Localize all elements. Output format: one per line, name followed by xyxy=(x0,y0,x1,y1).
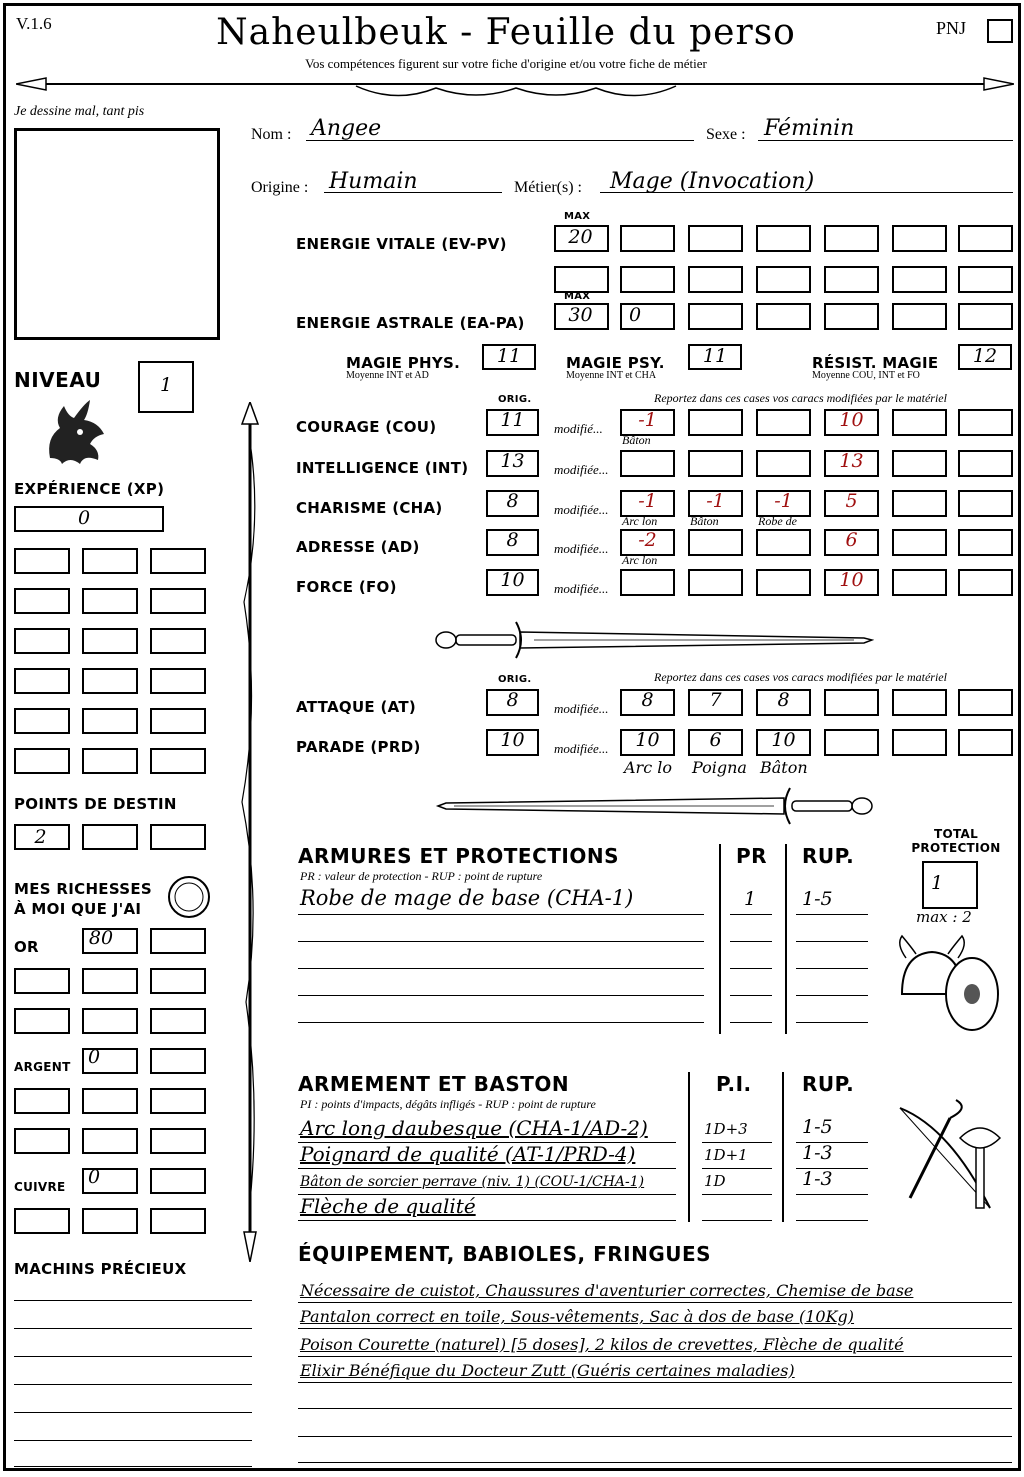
equip-line[interactable] xyxy=(298,1382,1012,1383)
combat-mod-value: 10 xyxy=(771,729,796,751)
modifie-label: modifié... xyxy=(554,421,603,436)
or-label: OR xyxy=(14,938,39,956)
equip-line[interactable] xyxy=(298,1328,1012,1329)
richesses-label-2: À MOI QUE J'AI xyxy=(14,900,142,918)
money-box[interactable] xyxy=(14,968,70,994)
xp-box[interactable] xyxy=(14,708,70,734)
stat-mod-box[interactable] xyxy=(892,409,947,436)
stat-mod-value: -1 xyxy=(706,490,725,512)
stat-label: FORCE (FO) xyxy=(296,578,397,596)
arme-name[interactable]: Bâton de sorcier perrave (niv. 1) (COU-1/CHA-1) xyxy=(300,1174,645,1190)
arme-rup[interactable]: 1-5 xyxy=(802,1116,833,1138)
money-box[interactable] xyxy=(82,968,138,994)
total-protection-label: TOTAL PROTECTION xyxy=(911,827,1001,855)
money-box[interactable] xyxy=(150,1088,206,1114)
money-box[interactable] xyxy=(14,1008,70,1034)
armures-title: ARMURES ET PROTECTIONS xyxy=(298,844,619,868)
money-box[interactable] xyxy=(150,1208,206,1234)
coin-icon xyxy=(166,874,212,920)
or-value[interactable]: 80 xyxy=(88,927,114,949)
stat-mod-box[interactable] xyxy=(958,529,1013,556)
destin-label: POINTS DE DESTIN xyxy=(14,795,177,813)
destin-box[interactable] xyxy=(82,824,138,850)
armure-rup[interactable]: 1-5 xyxy=(802,888,833,910)
magie-psy-note: Moyenne INT et CHA xyxy=(566,370,657,381)
modifie-label: modifiée... xyxy=(554,741,609,756)
cuivre-value[interactable]: 0 xyxy=(87,1166,101,1188)
arme-rup-line[interactable] xyxy=(796,1194,868,1195)
arme-pi-line[interactable] xyxy=(702,1220,772,1221)
machins-line[interactable] xyxy=(14,1466,252,1467)
money-box[interactable] xyxy=(82,1168,138,1194)
stat-mod-value: 6 xyxy=(845,529,858,551)
armure-rup-line[interactable] xyxy=(796,941,868,942)
stat-orig-value: 8 xyxy=(506,529,519,551)
ea-box[interactable] xyxy=(688,303,743,330)
money-box[interactable] xyxy=(150,1128,206,1154)
stat-orig-value: 10 xyxy=(500,569,525,591)
armure-pr-line[interactable] xyxy=(730,995,772,996)
machins-line[interactable] xyxy=(14,1356,252,1357)
arme-rup-line[interactable] xyxy=(796,1220,868,1221)
arme-name[interactable]: Arc long daubesque (CHA-1/AD-2) xyxy=(300,1116,648,1140)
armure-pr-line[interactable] xyxy=(730,968,772,969)
stat-mod-box[interactable] xyxy=(892,569,947,596)
xp-box[interactable] xyxy=(150,668,206,694)
arme-line[interactable] xyxy=(298,1220,676,1221)
ea-box[interactable] xyxy=(892,303,947,330)
money-box[interactable] xyxy=(82,928,138,954)
stat-label: CHARISME (CHA) xyxy=(296,499,443,517)
xp-box[interactable] xyxy=(14,748,70,774)
arme-pi-line[interactable] xyxy=(702,1194,772,1195)
report-note: Reportez dans ces cases vos caracs modifiées par le matériel xyxy=(654,391,947,405)
ev-box[interactable] xyxy=(958,266,1013,293)
armure-rup-line[interactable] xyxy=(796,995,868,996)
sexe-label: Sexe : xyxy=(706,126,746,143)
magie-phys-value: 11 xyxy=(496,345,522,367)
modifie-label: modifiée... xyxy=(554,701,609,716)
stat-label: ADRESSE (AD) xyxy=(296,538,420,556)
stat-mod-box[interactable] xyxy=(688,450,743,477)
modifie-label: modifiée... xyxy=(554,462,609,477)
ea-box[interactable] xyxy=(824,303,879,330)
armures-pr-label: PR xyxy=(736,844,768,868)
cuivre-label: CUIVRE xyxy=(14,1180,66,1194)
stat-mod-note: Arc lon xyxy=(622,514,658,528)
niveau-label: NIVEAU xyxy=(14,368,102,392)
armement-divider-1 xyxy=(688,1072,690,1222)
machins-line[interactable] xyxy=(14,1328,252,1329)
pnj-label: PNJ xyxy=(936,18,967,38)
ea-box[interactable] xyxy=(756,303,811,330)
sword-icon xyxy=(434,616,874,664)
stat-mod-value: -1 xyxy=(638,409,657,431)
stat-label: INTELLIGENCE (INT) xyxy=(296,459,469,477)
armure-name[interactable]: Robe de mage de base (CHA-1) xyxy=(300,886,634,910)
destin-box[interactable] xyxy=(14,824,70,850)
character-sheet xyxy=(3,3,1021,1471)
xp-box[interactable] xyxy=(82,628,138,654)
machins-label: MACHINS PRÉCIEUX xyxy=(14,1260,187,1278)
equipement-title: ÉQUIPEMENT, BABIOLES, FRINGUES xyxy=(298,1242,712,1266)
money-box[interactable] xyxy=(150,1048,206,1074)
magie-psy-value: 11 xyxy=(702,345,728,367)
ev-box[interactable] xyxy=(824,225,879,252)
stat-mod-box[interactable] xyxy=(620,569,675,596)
ea-max-label: MAX xyxy=(564,291,591,302)
xp-box[interactable] xyxy=(82,748,138,774)
stat-mod-note: Arc lon xyxy=(622,553,658,567)
machins-line[interactable] xyxy=(14,1412,252,1413)
ea-box[interactable] xyxy=(958,303,1013,330)
modifie-label: modifiée... xyxy=(554,541,609,556)
combat-mod-box[interactable] xyxy=(824,689,879,716)
combat-mod-box[interactable] xyxy=(892,729,947,756)
ev-box[interactable] xyxy=(958,225,1013,252)
stat-orig-value: 13 xyxy=(500,450,525,472)
magie-phys-note: Moyenne INT et AD xyxy=(346,370,429,381)
arme-pi[interactable]: 1D+1 xyxy=(704,1146,748,1164)
equip-line[interactable] xyxy=(298,1302,1012,1303)
magie-psy-label: MAGIE PSY. xyxy=(566,354,665,372)
modifie-label: modifiée... xyxy=(554,502,609,517)
combat-mod-note: Bâton xyxy=(760,758,808,777)
arme-rup[interactable]: 1-3 xyxy=(802,1142,833,1164)
page-title: Naheulbeuk - Feuille du perso xyxy=(216,12,796,53)
orig-label-2: ORIG. xyxy=(498,674,532,685)
niveau-value: 1 xyxy=(159,374,173,396)
ev-max-label: MAX xyxy=(564,211,591,222)
armure-line[interactable] xyxy=(298,941,704,942)
ev-box[interactable] xyxy=(554,266,609,293)
money-box[interactable] xyxy=(14,1088,70,1114)
xp-box[interactable] xyxy=(150,548,206,574)
money-box[interactable] xyxy=(82,1128,138,1154)
machins-line[interactable] xyxy=(14,1300,252,1301)
total-protection-max: max : 2 xyxy=(916,908,972,926)
ev-box[interactable] xyxy=(756,225,811,252)
armure-rup-line[interactable] xyxy=(796,1022,868,1023)
metier-label: Métier(s) : xyxy=(514,179,582,196)
stat-mod-value: 10 xyxy=(839,569,864,591)
nom-label: Nom : xyxy=(251,126,292,143)
arme-pi[interactable]: 1D xyxy=(704,1172,726,1190)
weapons-icon xyxy=(890,1098,1010,1218)
money-box[interactable] xyxy=(150,1008,206,1034)
stat-mod-box[interactable] xyxy=(892,490,947,517)
stat-mod-box[interactable] xyxy=(620,450,675,477)
arme-rup[interactable]: 1-3 xyxy=(802,1168,833,1190)
stat-mod-box[interactable] xyxy=(892,529,947,556)
modifie-label: modifiée... xyxy=(554,581,609,596)
ea-current-value[interactable]: 0 xyxy=(628,304,642,326)
equip-item[interactable]: Elixir Bénéfique du Docteur Zutt (Guéris certaines maladies) xyxy=(300,1361,795,1380)
stat-mod-box[interactable] xyxy=(756,529,811,556)
stat-mod-box[interactable] xyxy=(958,450,1013,477)
armure-line[interactable] xyxy=(298,1022,704,1023)
armure-line[interactable] xyxy=(298,914,704,915)
total-protection-value: 1 xyxy=(930,872,944,894)
nom-value[interactable]: Angee xyxy=(311,116,382,141)
stat-mod-box[interactable] xyxy=(688,409,743,436)
stat-label: COURAGE (COU) xyxy=(296,418,437,436)
stat-mod-value: -1 xyxy=(638,490,657,512)
equip-line[interactable] xyxy=(298,1436,1012,1437)
resist-magie-value: 12 xyxy=(972,345,998,367)
ea-box[interactable] xyxy=(554,303,609,330)
stat-mod-box[interactable] xyxy=(756,409,811,436)
combat-mod-note: Poigna xyxy=(692,758,747,777)
xp-label: EXPÉRIENCE (XP) xyxy=(14,480,165,498)
stat-mod-box[interactable] xyxy=(756,450,811,477)
orig-label: ORIG. xyxy=(498,394,532,405)
equip-item[interactable]: Poison Courette (naturel) [5 doses], 2 kilos de crevettes, Flèche de qualité xyxy=(300,1335,904,1354)
xp-box[interactable] xyxy=(14,548,70,574)
spear-icon xyxy=(232,402,268,1262)
stat-mod-value: -2 xyxy=(638,529,657,551)
stat-mod-box[interactable] xyxy=(958,490,1013,517)
equip-item[interactable]: Pantalon correct en toile, Sous-vêtements, Sac à dos de base (10Kg) xyxy=(300,1307,855,1326)
stat-mod-value: 10 xyxy=(839,409,864,431)
sword-icon-2 xyxy=(434,782,874,830)
armure-line[interactable] xyxy=(298,995,704,996)
combat-mod-value: 10 xyxy=(635,729,660,751)
stat-mod-box[interactable] xyxy=(958,569,1013,596)
destin-value[interactable]: 2 xyxy=(34,826,47,848)
armures-divider-2 xyxy=(785,844,787,1034)
xp-box[interactable] xyxy=(82,548,138,574)
destin-box[interactable] xyxy=(150,824,206,850)
combat-mod-note: Arc lo xyxy=(624,758,672,777)
armement-note: PI : points d'impacts, dégâts infligés - RUP : point de rupture xyxy=(300,1097,596,1111)
ev-box[interactable] xyxy=(892,225,947,252)
money-box[interactable] xyxy=(14,1208,70,1234)
xp-box[interactable] xyxy=(82,588,138,614)
armement-title: ARMEMENT ET BASTON xyxy=(298,1072,570,1096)
combat-orig-value: 10 xyxy=(500,729,525,751)
armement-rup-label: RUP. xyxy=(802,1072,855,1096)
combat-orig-value: 8 xyxy=(506,689,519,711)
stat-orig-value: 8 xyxy=(506,490,519,512)
ea-max-value[interactable]: 30 xyxy=(568,304,593,326)
combat-mod-box[interactable] xyxy=(958,689,1013,716)
equip-item[interactable]: Nécessaire de cuistot, Chaussures d'aventurier correctes, Chemise de base xyxy=(300,1281,914,1300)
stat-mod-value: -1 xyxy=(774,490,793,512)
money-box[interactable] xyxy=(82,1208,138,1234)
xp-box[interactable] xyxy=(14,668,70,694)
money-box[interactable] xyxy=(14,1128,70,1154)
resist-magie-label: RÉSIST. MAGIE xyxy=(812,354,939,372)
money-box[interactable] xyxy=(82,1088,138,1114)
xp-box[interactable] xyxy=(150,628,206,654)
arme-pi-line[interactable] xyxy=(702,1168,772,1169)
combat-label: ATTAQUE (AT) xyxy=(296,698,417,716)
ev-box[interactable] xyxy=(620,225,675,252)
portrait-label: Je dessine mal, tant pis xyxy=(14,104,145,119)
arme-name[interactable]: Poignard de qualité (AT-1/PRD-4) xyxy=(300,1142,636,1166)
sexe-value[interactable]: Féminin xyxy=(764,116,855,141)
money-box[interactable] xyxy=(82,1048,138,1074)
stat-mod-note: Bâton xyxy=(690,514,719,528)
ev-box[interactable] xyxy=(620,266,675,293)
xp-box[interactable] xyxy=(14,588,70,614)
equip-line[interactable] xyxy=(298,1356,1012,1357)
stat-mod-value: 5 xyxy=(845,490,858,512)
ea-box[interactable] xyxy=(620,303,675,330)
stat-mod-box[interactable] xyxy=(688,569,743,596)
stat-mod-note: Bâton xyxy=(622,433,651,447)
stat-orig-value: 11 xyxy=(500,409,525,431)
armure-pr[interactable]: 1 xyxy=(744,888,757,910)
armures-note: PR : valeur de protection - RUP : point de rupture xyxy=(300,869,543,883)
ev-label: ENERGIE VITALE (EV-PV) xyxy=(296,235,507,253)
armure-pr-line[interactable] xyxy=(730,941,772,942)
argent-value[interactable]: 0 xyxy=(87,1046,101,1068)
xp-box[interactable] xyxy=(14,628,70,654)
combat-mod-value: 7 xyxy=(709,689,722,711)
ev-box[interactable] xyxy=(892,266,947,293)
ev-box[interactable] xyxy=(756,266,811,293)
xp-box[interactable] xyxy=(150,588,206,614)
metier-value[interactable]: Mage (Invocation) xyxy=(610,169,815,194)
money-box[interactable] xyxy=(150,968,206,994)
argent-label: ARGENT xyxy=(14,1060,71,1074)
richesses-label-1: MES RICHESSES xyxy=(14,880,153,898)
combat-mod-box[interactable] xyxy=(892,689,947,716)
xp-box[interactable] xyxy=(82,668,138,694)
ev-box[interactable] xyxy=(554,225,609,252)
report-note-2: Reportez dans ces cases vos caracs modifiées par le matériel xyxy=(654,670,947,684)
stat-mod-box[interactable] xyxy=(756,569,811,596)
dragon-icon xyxy=(40,398,110,470)
stat-mod-value: 13 xyxy=(839,450,864,472)
combat-label: PARADE (PRD) xyxy=(296,738,421,756)
arme-pi[interactable]: 1D+3 xyxy=(704,1120,748,1138)
armure-pr-line[interactable] xyxy=(730,914,772,915)
stat-mod-box[interactable] xyxy=(892,450,947,477)
spear-divider-icon xyxy=(16,70,1014,110)
resist-magie-note: Moyenne COU, INT et FO xyxy=(812,370,920,381)
version-label: V.1.6 xyxy=(16,14,52,33)
equip-line[interactable] xyxy=(298,1462,1012,1463)
arme-name[interactable]: Flèche de qualité xyxy=(300,1194,476,1218)
armure-pr-line[interactable] xyxy=(730,1022,772,1023)
stat-mod-box[interactable] xyxy=(688,529,743,556)
money-box[interactable] xyxy=(150,1168,206,1194)
combat-mod-value: 8 xyxy=(777,689,790,711)
ev-box[interactable] xyxy=(688,266,743,293)
combat-mod-box[interactable] xyxy=(958,729,1013,756)
subtitle: Vos compétences figurent sur votre fiche d'origine et/ou votre fiche de métier xyxy=(305,56,707,71)
combat-mod-box[interactable] xyxy=(824,729,879,756)
machins-line[interactable] xyxy=(14,1440,252,1441)
xp-value: 0 xyxy=(77,507,91,529)
equip-line[interactable] xyxy=(298,1408,1012,1409)
ev-box[interactable] xyxy=(824,266,879,293)
portrait-box[interactable] xyxy=(14,128,220,340)
armement-divider-2 xyxy=(782,1072,784,1222)
armure-rup-line[interactable] xyxy=(796,968,868,969)
armures-divider-1 xyxy=(719,844,721,1034)
arme-pi-line[interactable] xyxy=(702,1142,772,1143)
stat-mod-box[interactable] xyxy=(958,409,1013,436)
xp-box[interactable] xyxy=(150,748,206,774)
armures-rup-label: RUP. xyxy=(802,844,855,868)
xp-box[interactable] xyxy=(82,708,138,734)
magie-phys-label: MAGIE PHYS. xyxy=(346,354,461,372)
stat-mod-note: Robe de xyxy=(758,514,797,528)
armure-rup-line[interactable] xyxy=(796,914,868,915)
arme-line[interactable] xyxy=(298,1168,676,1169)
ev-box[interactable] xyxy=(688,225,743,252)
pnj-checkbox[interactable] xyxy=(987,19,1013,43)
combat-mod-value: 8 xyxy=(641,689,654,711)
helmet-shield-icon xyxy=(892,934,1002,1034)
xp-box[interactable] xyxy=(150,708,206,734)
combat-mod-value: 6 xyxy=(709,729,722,751)
armement-pi-label: P.I. xyxy=(716,1072,752,1096)
machins-line[interactable] xyxy=(14,1384,252,1385)
armure-line[interactable] xyxy=(298,968,704,969)
ev-max-value[interactable]: 20 xyxy=(568,226,593,248)
money-box[interactable] xyxy=(82,1008,138,1034)
origine-label: Origine : xyxy=(251,179,309,196)
ea-label: ENERGIE ASTRALE (EA-PA) xyxy=(296,314,525,332)
origine-value[interactable]: Humain xyxy=(329,169,418,194)
money-box[interactable] xyxy=(150,928,206,954)
